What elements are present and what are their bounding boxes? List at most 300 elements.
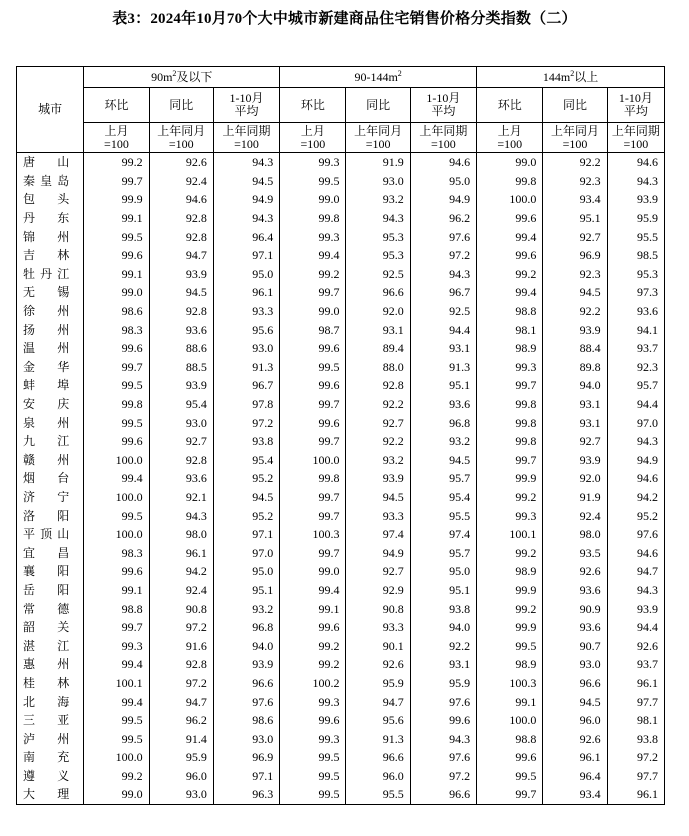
index-value-cell: 93.9 — [607, 599, 664, 618]
table-body — [17, 153, 665, 805]
index-value-cell: 99.6 — [280, 711, 346, 730]
index-value-cell: 91.6 — [149, 636, 213, 655]
city-cell: 北海 — [17, 692, 84, 711]
city-cell: 三亚 — [17, 711, 84, 730]
table-row — [17, 339, 665, 358]
sub-header-mom: 环比 — [84, 88, 149, 123]
index-value-cell: 91.3 — [410, 358, 476, 377]
index-value-cell: 95.4 — [149, 395, 213, 414]
index-value-cell: 95.9 — [607, 209, 664, 228]
index-value-cell: 100.3 — [477, 674, 543, 693]
index-value-cell: 93.9 — [149, 265, 213, 284]
city-cell: 济宁 — [17, 488, 84, 507]
city-cell: 襄阳 — [17, 562, 84, 581]
index-value-cell: 94.9 — [213, 190, 279, 209]
index-value-cell: 95.1 — [410, 376, 476, 395]
index-value-cell: 96.6 — [346, 748, 410, 767]
index-value-cell: 99.1 — [280, 599, 346, 618]
index-value-cell: 93.0 — [213, 729, 279, 748]
table-row — [17, 320, 665, 339]
index-value-cell: 91.3 — [346, 729, 410, 748]
index-value-cell: 97.7 — [607, 767, 664, 786]
index-value-cell: 97.6 — [410, 748, 476, 767]
city-cell: 桂林 — [17, 674, 84, 693]
index-value-cell: 99.7 — [280, 283, 346, 302]
index-value-cell: 96.9 — [213, 748, 279, 767]
index-value-cell: 93.1 — [346, 320, 410, 339]
index-value-cell: 96.4 — [213, 227, 279, 246]
index-value-cell: 99.9 — [477, 618, 543, 637]
sub-header-mom: 环比 — [477, 88, 543, 123]
index-value-cell: 99.0 — [280, 562, 346, 581]
index-value-cell: 94.3 — [346, 209, 410, 228]
index-value-cell: 100.0 — [477, 711, 543, 730]
index-value-cell: 99.6 — [410, 711, 476, 730]
index-value-cell: 99.4 — [280, 581, 346, 600]
table-row — [17, 469, 665, 488]
index-value-cell: 93.8 — [607, 729, 664, 748]
table-row — [17, 265, 665, 284]
index-value-cell: 99.3 — [84, 636, 149, 655]
city-cell: 南充 — [17, 748, 84, 767]
base-header-avg: 上年同期 =100 — [213, 123, 279, 153]
index-value-cell: 92.2 — [410, 636, 476, 655]
index-value-cell: 92.2 — [346, 432, 410, 451]
index-value-cell: 96.1 — [543, 748, 607, 767]
index-value-cell: 92.7 — [543, 227, 607, 246]
index-value-cell: 94.4 — [410, 320, 476, 339]
table-row — [17, 767, 665, 786]
index-value-cell: 95.2 — [213, 506, 279, 525]
index-value-cell: 94.9 — [410, 190, 476, 209]
index-value-cell: 99.8 — [280, 209, 346, 228]
index-value-cell: 99.6 — [84, 246, 149, 265]
index-value-cell: 96.3 — [213, 785, 279, 804]
index-value-cell: 99.8 — [477, 432, 543, 451]
index-value-cell: 99.0 — [84, 785, 149, 804]
index-value-cell: 100.0 — [84, 451, 149, 470]
index-value-cell: 95.1 — [410, 581, 476, 600]
index-value-cell: 93.9 — [607, 190, 664, 209]
index-value-cell: 88.4 — [543, 339, 607, 358]
index-value-cell: 99.9 — [477, 581, 543, 600]
index-value-cell: 94.5 — [346, 488, 410, 507]
table-row — [17, 543, 665, 562]
sub-header-yoy: 同比 — [149, 88, 213, 123]
index-value-cell: 94.6 — [607, 469, 664, 488]
index-value-cell: 99.0 — [477, 153, 543, 172]
index-value-cell: 99.6 — [477, 246, 543, 265]
index-value-cell: 92.8 — [149, 209, 213, 228]
index-value-cell: 93.0 — [149, 413, 213, 432]
index-value-cell: 98.1 — [607, 711, 664, 730]
index-value-cell: 94.0 — [543, 376, 607, 395]
index-value-cell: 94.3 — [149, 506, 213, 525]
index-value-cell: 95.0 — [213, 562, 279, 581]
index-value-cell: 96.6 — [213, 674, 279, 693]
index-value-cell: 92.2 — [543, 302, 607, 321]
index-value-cell: 98.6 — [213, 711, 279, 730]
index-value-cell: 94.5 — [149, 283, 213, 302]
table-row — [17, 283, 665, 302]
table-title: 表3：2024年10月70个大中城市新建商品住宅销售价格分类指数（二） — [112, 11, 577, 27]
base-header-mom: 上月 =100 — [477, 123, 543, 153]
table-row — [17, 711, 665, 730]
index-value-cell: 99.5 — [477, 636, 543, 655]
index-value-cell: 98.6 — [84, 302, 149, 321]
index-value-cell: 93.9 — [149, 376, 213, 395]
index-value-cell: 91.3 — [213, 358, 279, 377]
index-value-cell: 99.3 — [280, 692, 346, 711]
index-value-cell: 94.9 — [346, 543, 410, 562]
index-value-cell: 94.6 — [607, 153, 664, 172]
index-value-cell: 90.8 — [346, 599, 410, 618]
table-row — [17, 413, 665, 432]
index-value-cell: 99.8 — [477, 413, 543, 432]
index-value-cell: 97.2 — [149, 674, 213, 693]
city-header: 城市 — [17, 67, 84, 153]
index-value-cell: 95.4 — [410, 488, 476, 507]
index-value-cell: 95.3 — [607, 265, 664, 284]
index-value-cell: 99.4 — [280, 246, 346, 265]
index-value-cell: 99.2 — [280, 655, 346, 674]
city-cell: 赣州 — [17, 451, 84, 470]
index-value-cell: 94.6 — [149, 190, 213, 209]
index-value-cell: 95.3 — [346, 246, 410, 265]
index-value-cell: 94.3 — [607, 172, 664, 191]
index-value-cell: 93.2 — [213, 599, 279, 618]
index-value-cell: 93.9 — [543, 451, 607, 470]
index-value-cell: 94.9 — [607, 451, 664, 470]
index-value-cell: 95.0 — [410, 562, 476, 581]
table-row — [17, 562, 665, 581]
index-value-cell: 94.3 — [410, 265, 476, 284]
index-value-cell: 99.3 — [280, 729, 346, 748]
index-value-cell: 93.6 — [607, 302, 664, 321]
city-cell: 平顶山 — [17, 525, 84, 544]
index-value-cell: 95.2 — [213, 469, 279, 488]
index-value-cell: 95.5 — [346, 785, 410, 804]
index-value-cell: 94.1 — [607, 320, 664, 339]
index-value-cell: 99.5 — [84, 376, 149, 395]
index-value-cell: 99.2 — [84, 767, 149, 786]
index-value-cell: 98.3 — [84, 543, 149, 562]
index-value-cell: 98.9 — [477, 655, 543, 674]
index-value-cell: 94.2 — [149, 562, 213, 581]
index-value-cell: 92.8 — [149, 302, 213, 321]
index-value-cell: 92.9 — [346, 581, 410, 600]
base-header-yoy: 上年同月 =100 — [543, 123, 607, 153]
index-value-cell: 97.6 — [213, 692, 279, 711]
index-value-cell: 99.4 — [84, 692, 149, 711]
index-value-cell: 95.3 — [346, 227, 410, 246]
index-value-cell: 88.0 — [346, 358, 410, 377]
index-value-cell: 92.3 — [607, 358, 664, 377]
index-value-cell: 91.4 — [149, 729, 213, 748]
index-value-cell: 100.1 — [84, 674, 149, 693]
index-value-cell: 99.3 — [280, 153, 346, 172]
city-cell: 丹东 — [17, 209, 84, 228]
index-value-cell: 98.0 — [149, 525, 213, 544]
index-value-cell: 99.7 — [280, 432, 346, 451]
index-value-cell: 99.5 — [84, 711, 149, 730]
city-cell: 无锡 — [17, 283, 84, 302]
index-value-cell: 89.4 — [346, 339, 410, 358]
index-value-cell: 92.6 — [543, 562, 607, 581]
index-value-cell: 99.6 — [280, 376, 346, 395]
index-value-cell: 94.6 — [607, 543, 664, 562]
index-value-cell: 93.0 — [543, 655, 607, 674]
city-cell: 大理 — [17, 785, 84, 804]
index-value-cell: 92.6 — [149, 153, 213, 172]
index-value-cell: 94.3 — [213, 153, 279, 172]
index-value-cell: 97.1 — [213, 246, 279, 265]
city-cell: 九江 — [17, 432, 84, 451]
index-value-cell: 96.9 — [543, 246, 607, 265]
table-row — [17, 674, 665, 693]
index-value-cell: 93.9 — [346, 469, 410, 488]
index-value-cell: 92.7 — [346, 562, 410, 581]
index-value-cell: 95.9 — [149, 748, 213, 767]
index-value-cell: 95.9 — [410, 674, 476, 693]
index-value-cell: 95.1 — [213, 581, 279, 600]
index-value-cell: 96.1 — [149, 543, 213, 562]
index-value-cell: 97.1 — [213, 525, 279, 544]
index-value-cell: 93.8 — [213, 432, 279, 451]
index-value-cell: 94.0 — [213, 636, 279, 655]
base-header-avg: 上年同期 =100 — [410, 123, 476, 153]
city-cell: 湛江 — [17, 636, 84, 655]
index-value-cell: 94.7 — [607, 562, 664, 581]
table-row — [17, 525, 665, 544]
group-header-medium: $90-144m^2$ — [280, 67, 477, 88]
table-row — [17, 190, 665, 209]
index-value-cell: 98.9 — [477, 339, 543, 358]
index-value-cell: 92.3 — [543, 265, 607, 284]
index-value-cell: 99.1 — [84, 209, 149, 228]
city-cell: 泸州 — [17, 729, 84, 748]
index-value-cell: 95.0 — [213, 265, 279, 284]
index-value-cell: 92.0 — [346, 302, 410, 321]
index-value-cell: 99.6 — [477, 209, 543, 228]
index-value-cell: 92.8 — [149, 227, 213, 246]
table-row — [17, 246, 665, 265]
city-cell: 扬州 — [17, 320, 84, 339]
base-header-mom: 上月 =100 — [280, 123, 346, 153]
index-value-cell: 97.2 — [213, 413, 279, 432]
index-value-cell: 96.2 — [149, 711, 213, 730]
index-value-cell: 93.2 — [346, 190, 410, 209]
index-value-cell: 99.7 — [477, 451, 543, 470]
index-value-cell: 99.6 — [84, 339, 149, 358]
index-value-cell: 95.7 — [410, 543, 476, 562]
index-value-cell: 98.8 — [84, 599, 149, 618]
index-value-cell: 97.2 — [410, 767, 476, 786]
index-value-cell: 90.1 — [346, 636, 410, 655]
index-value-cell: 92.5 — [346, 265, 410, 284]
index-value-cell: 98.9 — [477, 562, 543, 581]
sub-header-avg: 1-10月 平均 — [607, 88, 664, 123]
index-value-cell: 99.7 — [280, 395, 346, 414]
index-value-cell: 98.1 — [477, 320, 543, 339]
index-value-cell: 92.4 — [149, 172, 213, 191]
city-cell: 秦皇岛 — [17, 172, 84, 191]
index-value-cell: 99.6 — [477, 748, 543, 767]
index-value-cell: 99.7 — [84, 358, 149, 377]
index-value-cell: 93.3 — [346, 618, 410, 637]
index-value-cell: 93.6 — [543, 618, 607, 637]
index-value-cell: 93.8 — [410, 599, 476, 618]
index-value-cell: 94.3 — [607, 432, 664, 451]
sub-header-yoy: 同比 — [543, 88, 607, 123]
index-value-cell: 93.9 — [543, 320, 607, 339]
index-value-cell: 92.4 — [543, 506, 607, 525]
index-value-cell: 93.2 — [346, 451, 410, 470]
index-value-cell: 99.3 — [477, 506, 543, 525]
city-cell: 常德 — [17, 599, 84, 618]
index-value-cell: 91.9 — [346, 153, 410, 172]
index-value-cell: 92.3 — [543, 172, 607, 191]
index-value-cell: 94.5 — [410, 451, 476, 470]
index-value-cell: 96.4 — [543, 767, 607, 786]
city-cell: 洛阳 — [17, 506, 84, 525]
sub-header-avg: 1-10月 平均 — [410, 88, 476, 123]
index-value-cell: 98.0 — [543, 525, 607, 544]
index-value-cell: 97.2 — [607, 748, 664, 767]
city-cell: 金华 — [17, 358, 84, 377]
table-row — [17, 488, 665, 507]
table-row — [17, 153, 665, 172]
index-value-cell: 92.1 — [149, 488, 213, 507]
index-value-cell: 92.7 — [346, 413, 410, 432]
index-value-cell: 97.0 — [213, 543, 279, 562]
base-header-mom: 上月 =100 — [84, 123, 149, 153]
index-value-cell: 91.9 — [543, 488, 607, 507]
city-cell: 安庆 — [17, 395, 84, 414]
table-row — [17, 581, 665, 600]
index-value-cell: 93.6 — [543, 581, 607, 600]
index-value-cell: 99.7 — [280, 506, 346, 525]
city-cell: 包头 — [17, 190, 84, 209]
sub-header-yoy: 同比 — [346, 88, 410, 123]
index-value-cell: 93.1 — [410, 655, 476, 674]
index-value-cell: 94.5 — [543, 692, 607, 711]
index-value-cell: 96.7 — [410, 283, 476, 302]
price-index-table — [16, 66, 665, 805]
index-value-cell: 98.8 — [477, 302, 543, 321]
index-value-cell: 96.7 — [213, 376, 279, 395]
table-row — [17, 692, 665, 711]
city-cell: 温州 — [17, 339, 84, 358]
index-value-cell: 90.9 — [543, 599, 607, 618]
index-value-cell: 95.4 — [213, 451, 279, 470]
index-value-cell: 97.6 — [410, 692, 476, 711]
table-row — [17, 302, 665, 321]
city-cell: 烟台 — [17, 469, 84, 488]
table-row — [17, 358, 665, 377]
table-row — [17, 172, 665, 191]
base-header-avg: 上年同期 =100 — [607, 123, 664, 153]
index-value-cell: 90.7 — [543, 636, 607, 655]
index-value-cell: 92.5 — [410, 302, 476, 321]
index-value-cell: 99.5 — [280, 358, 346, 377]
index-value-cell: 94.2 — [607, 488, 664, 507]
index-value-cell: 92.6 — [346, 655, 410, 674]
index-value-cell: 99.7 — [280, 488, 346, 507]
city-cell: 唐山 — [17, 153, 84, 172]
table-row — [17, 506, 665, 525]
index-value-cell: 93.0 — [149, 785, 213, 804]
index-value-cell: 99.1 — [477, 692, 543, 711]
index-value-cell: 92.7 — [543, 432, 607, 451]
city-cell: 牡丹江 — [17, 265, 84, 284]
index-value-cell: 93.4 — [543, 785, 607, 804]
index-value-cell: 99.4 — [477, 227, 543, 246]
index-value-cell: 92.2 — [346, 395, 410, 414]
index-value-cell: 93.3 — [213, 302, 279, 321]
index-value-cell: 96.8 — [213, 618, 279, 637]
index-value-cell: 97.2 — [149, 618, 213, 637]
index-value-cell: 93.3 — [346, 506, 410, 525]
index-value-cell: 99.6 — [280, 618, 346, 637]
index-value-cell: 97.6 — [607, 525, 664, 544]
base-header-yoy: 上年同月 =100 — [346, 123, 410, 153]
table-row — [17, 227, 665, 246]
table-row — [17, 618, 665, 637]
index-value-cell: 92.8 — [149, 655, 213, 674]
index-value-cell: 94.3 — [410, 729, 476, 748]
index-value-cell: 94.7 — [149, 692, 213, 711]
index-value-cell: 97.3 — [607, 283, 664, 302]
table-row — [17, 395, 665, 414]
index-value-cell: 96.6 — [543, 674, 607, 693]
city-cell: 岳阳 — [17, 581, 84, 600]
index-value-cell: 98.8 — [477, 729, 543, 748]
index-value-cell: 97.1 — [213, 767, 279, 786]
index-value-cell: 96.0 — [149, 767, 213, 786]
index-value-cell: 94.5 — [543, 283, 607, 302]
index-value-cell: 100.2 — [280, 674, 346, 693]
table-row — [17, 599, 665, 618]
index-value-cell: 99.5 — [280, 767, 346, 786]
index-value-cell: 100.0 — [84, 525, 149, 544]
index-value-cell: 93.4 — [543, 190, 607, 209]
city-cell: 锦州 — [17, 227, 84, 246]
index-value-cell: 94.6 — [410, 153, 476, 172]
index-value-cell: 99.2 — [280, 636, 346, 655]
table-row — [17, 636, 665, 655]
index-value-cell: 99.0 — [280, 190, 346, 209]
index-value-cell: 96.2 — [410, 209, 476, 228]
index-value-cell: 96.1 — [607, 674, 664, 693]
index-value-cell: 94.7 — [346, 692, 410, 711]
index-value-cell: 99.7 — [280, 543, 346, 562]
city-cell: 惠州 — [17, 655, 84, 674]
index-value-cell: 93.7 — [607, 655, 664, 674]
index-value-cell: 93.6 — [149, 320, 213, 339]
city-cell: 吉林 — [17, 246, 84, 265]
index-value-cell: 88.5 — [149, 358, 213, 377]
index-value-cell: 95.0 — [410, 172, 476, 191]
index-value-cell: 93.2 — [410, 432, 476, 451]
index-value-cell: 93.0 — [346, 172, 410, 191]
index-value-cell: 99.8 — [280, 469, 346, 488]
index-value-cell: 92.8 — [149, 451, 213, 470]
index-value-cell: 93.6 — [149, 469, 213, 488]
index-value-cell: 99.2 — [477, 543, 543, 562]
table-row — [17, 451, 665, 470]
index-value-cell: 100.0 — [84, 748, 149, 767]
